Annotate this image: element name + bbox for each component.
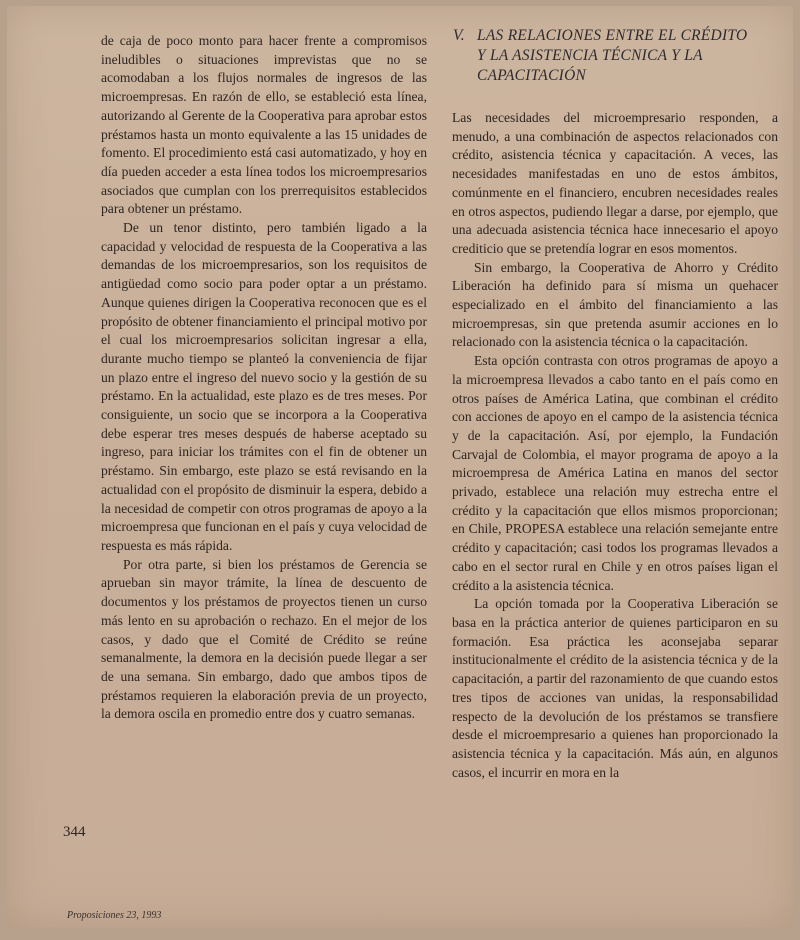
journal-page <box>7 6 793 928</box>
section-heading <box>453 26 783 86</box>
journal-footer: Proposiciones 23, 1993 <box>67 910 162 921</box>
right-text-column <box>452 109 778 782</box>
paragraph: Sin embargo, la Cooperativa de Ahorro y Crédito Liberación ha definido para sí misma un quehacer especializado en el ámbito del financiamiento a las microempresas, sin que pretenda asumir acciones en lo relacionado con la asistencia técnica o la capacitación. <box>452 259 778 350</box>
heading-line: LAS RELACIONES ENTRE EL CRÉDITO <box>477 27 748 44</box>
paragraph: De un tenor distinto, pero también ligado a la capacidad y velocidad de respuesta de la Cooperativa a las demandas de los microempresarios, son los requisitos de antigüedad como socio para poder optar a un préstamo. Aunque quienes dirigen la Cooperativa reconocen que es el propósito de obtener financiamiento el principal motivo por el cual los microempresarios solicitan ingresar a ella, durante mucho tiempo se planteó la conveniencia de fijar un plazo entre el ingreso del nuevo socio y la gestión de su préstamo. En la actualidad, este plazo es de tres meses. Por consiguiente, un socio que se incorpora a la Cooperativa debe esperar tres meses después de haberse aceptado su ingreso, para iniciar los trámites con el fin de obtener un préstamo. Sin embargo, este plazo se está revisando en la actualidad con el propósito de disminuir la espera, debido a la necesidad de competir con otros programas de apoyo a la microempresa que funcionan en el país y cuya velocidad de respuesta es más rápida. <box>101 220 427 553</box>
paragraph: Las necesidades del microempresario responden, a menudo, a una combinación de aspectos relacionados con crédito, asistencia técnica y capacitación. A veces, las necesidades manifestadas en uno de estos ámbitos, comúnmente en el financiero, encubren necesidades reales en otros aspectos, pudiendo llegar a darse, por ejemplo, que una adecuada asistencia técnica hace innecesario el apoyo crediticio que se pretendía lograr en esos momentos. <box>452 110 778 256</box>
paragraph: La opción tomada por la Cooperativa Liberación se basa en la práctica anterior de quienes participaron en su formación. Esa práctica les aconsejaba separar institucionalmente el crédito de la asistencia técnica y de la capacitación, a partir del razonamiento de que cuando estos tres tipos de acciones van unidas, la responsabilidad respecto de la devolución de los préstamos se transfiere desde el microempresario a quienes han proporcionado la asistencia técnica y la capacitación. Más aún, en algunos casos, el incurrir en mora en la <box>452 596 778 780</box>
section-number: V. <box>453 27 465 44</box>
heading-line: CAPACITACIÓN <box>477 67 587 84</box>
left-text-column <box>101 32 427 724</box>
page-number: 344 <box>63 824 86 840</box>
heading-line: Y LA ASISTENCIA TÉCNICA Y LA <box>477 47 703 64</box>
paragraph: Por otra parte, si bien los préstamos de Gerencia se aprueban sin mayor trámite, la línea de descuento de documentos y los préstamos de proyectos tienen un curso más lento en su aprobación o rechazo. En el mejor de los casos, y dado que el Comité de Crédito se reúne semanalmente, la demora en la decisión puede llegar a ser de una semana. Sin embargo, dado que ambos tipos de préstamos requieren la elaboración previa de un proyecto, la demora oscila en promedio entre dos y cuatro semanas. <box>101 556 427 722</box>
paragraph: Esta opción contrasta con otros programas de apoyo a la microempresa llevados a cabo tanto en el país como en otros países de América Latina, que combinan el crédito con acciones de apoyo en el campo de la asistencia técnica y de la capacitación. Así, por ejemplo, la Fundación Carvajal de Colombia, el mayor programa de apoyo a la microempresa de América Latina en manos del sector privado, establece una relación muy estrecha entre el crédito y la capacitación que ellos mismos proporcionan; en Chile, PROPESA establece una relación semejante entre crédito y capacitación; casi todos los programas llevados a cabo en el sector rural en Chile y en otros países ligan el crédito a la asistencia técnica. <box>452 353 778 593</box>
paragraph: de caja de poco monto para hacer frente a compromisos ineludibles o situaciones imprevistas que no se acomodaban a los flujos normales de ingresos de las microempresas. En razón de ello, se estableció esta línea, autorizando al Gerente de la Cooperativa para aprobar estos préstamos hasta un monto equivalente a las 15 unidades de fomento. El procedimiento está casi automatizado, y hoy en día pueden acceder a esta línea todos los microempresarios asociados que cumplan con los prerrequisitos establecidos para obtener un préstamo. <box>101 33 427 217</box>
